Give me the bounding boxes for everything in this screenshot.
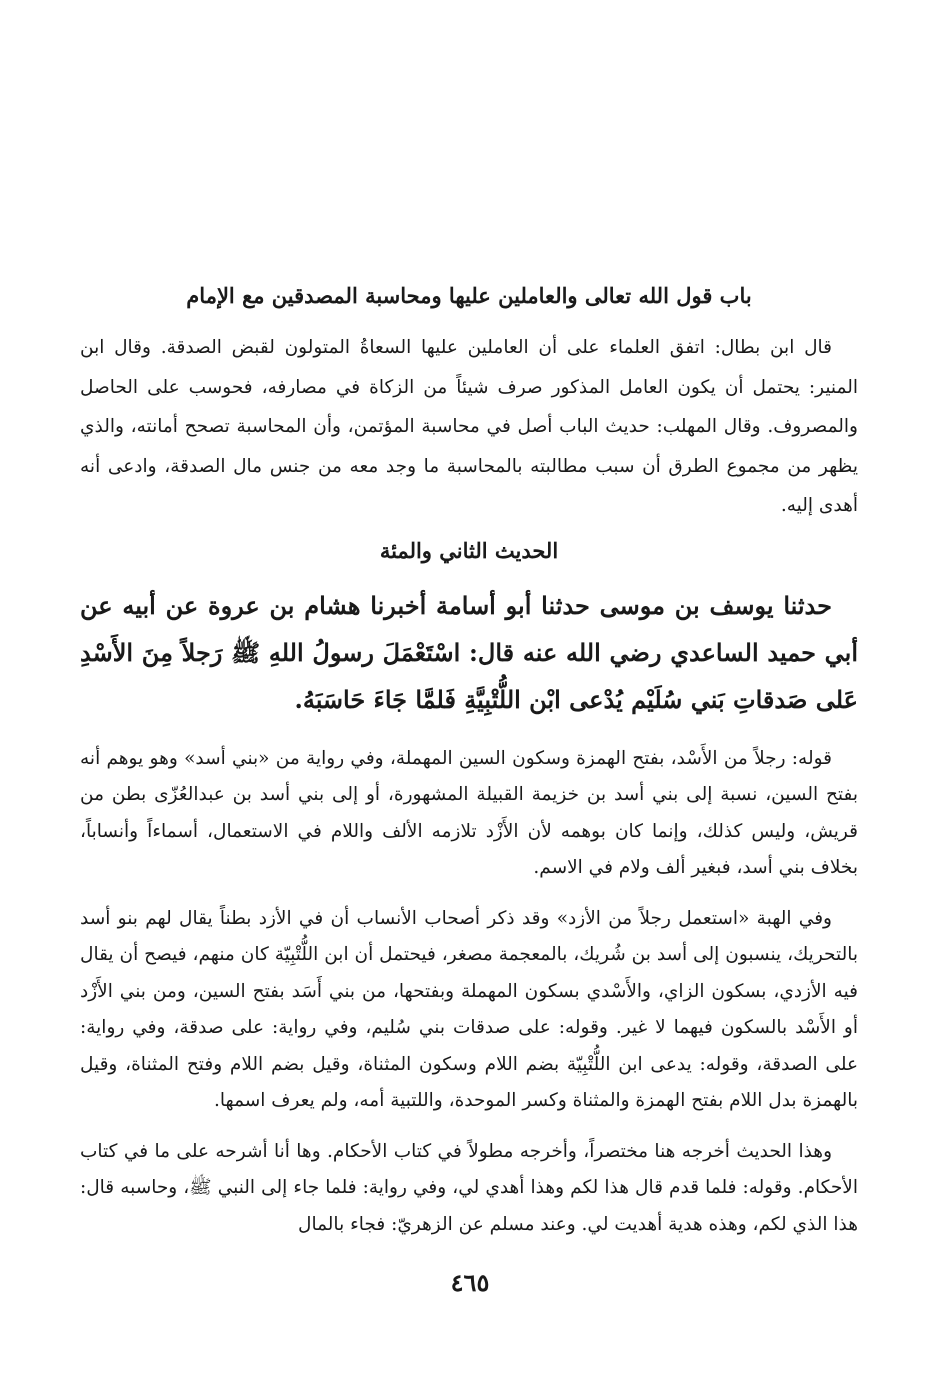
commentary-paragraph: وهذا الحديث أخرجه هنا مختصراً، وأخرجه مطولاً في كتاب الأحكام. وها أنا أشرحه على ما في كتاب الأحكام. وقوله: فلما قدم قال هذا لكم وهذا أهدي لي، وفي رواية: فلما جاء إلى النبي ﷺ، وحاسبه قال: هذا الذي لكم، وهذه هدية أهديت لي. وعند مسلم عن الزهريّ: فجاء بالمال bbox=[80, 1140, 858, 1235]
commentary-paragraph: وفي الهبة «استعمل رجلاً من الأزد» وقد ذكر أصحاب الأنساب أن في الأزد بطناً يقال لهم بنو أسد بالتحريك، ينسبون إلى أسد بن شُريك، بالمعجمة مصغر، فيحتمل أن ابن اللُّتْبِيّة كان منهم، فيصح أن يقال فيه الأزدي، بسكون الزاي، والأَسْدي بسكون المهملة وبفتحها، من بني أَسَد بفتح السين، ومن بني الأَزْد أو الأَسْد بالسكون فيهما لا غير. وقوله: على صدقات بني سُليم، وفي رواية: على صدقة، وفي رواية: على الصدقة، وقوله: يدعى ابن اللُّتْبِيّة بضم اللام وسكون المثناة، وقيل بضم اللام وفتح المثناة، وقيل بالهمزة بدل اللام بفتح الهمزة والمثناة وكسر الموحدة، واللتبية أمه، ولم يعرف اسمها. bbox=[80, 907, 858, 1111]
commentary bbox=[80, 741, 858, 1244]
section-title: الحديث الثاني والمئة bbox=[379, 537, 559, 563]
commentary-paragraph: قوله: رجلاً من الأَسْد، بفتح الهمزة وسكون السين المهملة، وفي رواية من «بني أسد» وهو يوهم أنه بفتح السين، نسبة إلى بني أسد بن خزيمة القبيلة المشهورة، أو إلى بني أسد بن عبدالعُزّى بطن من قريش، وليس كذلك، وإنما كان بوهمه لأن الأَزْد تلازمه الألف واللام في الاستعمال، أسماءاً وأنساباً، بخلاف بني أسد، فبغير ألف ولام في الاسم. bbox=[80, 747, 858, 878]
page-body bbox=[80, 270, 858, 1243]
hadith-text: حدثنا يوسف بن موسى حدثنا أبو أسامة أخبرنا هشام بن عروة عن أبيه عن أبي حميد الساعدي رضي الله عنه قال: اسْتَعْمَلَ رسولُ اللهِ ﷺ رَجلاً مِنَ الأَسْدِ عَلى صَدقاتِ بَني سُلَيْم يُدْعى ابْن اللُّتْبِيَّةِ فَلمَّا جَاءَ حَاسَبَهُ. bbox=[80, 590, 859, 714]
chapter-title: باب قول الله تعالى والعاملين عليها ومحاسبة المصدقين مع الإمام bbox=[186, 283, 752, 308]
page-number: ٤٦٥ bbox=[450, 1268, 490, 1297]
intro-paragraph: قال ابن بطال: اتفق العلماء على أن العاملين عليها السعاةُ المتولون لقبض الصدقة. وقال ابن المنير: يحتمل أن يكون العامل المذكور صرف شيئاً من الزكاة في مصارفه، فحوسب على الحاصل والمصروف. وقال المهلب: حديث الباب أصل في محاسبة المؤتمن، وأن المحاسبة تصحح أمانته، والذي يظهر من مجموع الطرق أن سبب مطالبته بالمحاسبة ما وجد معه من جنس مال الصدقة، وادعى أنه أهدى إليه. bbox=[80, 337, 858, 516]
